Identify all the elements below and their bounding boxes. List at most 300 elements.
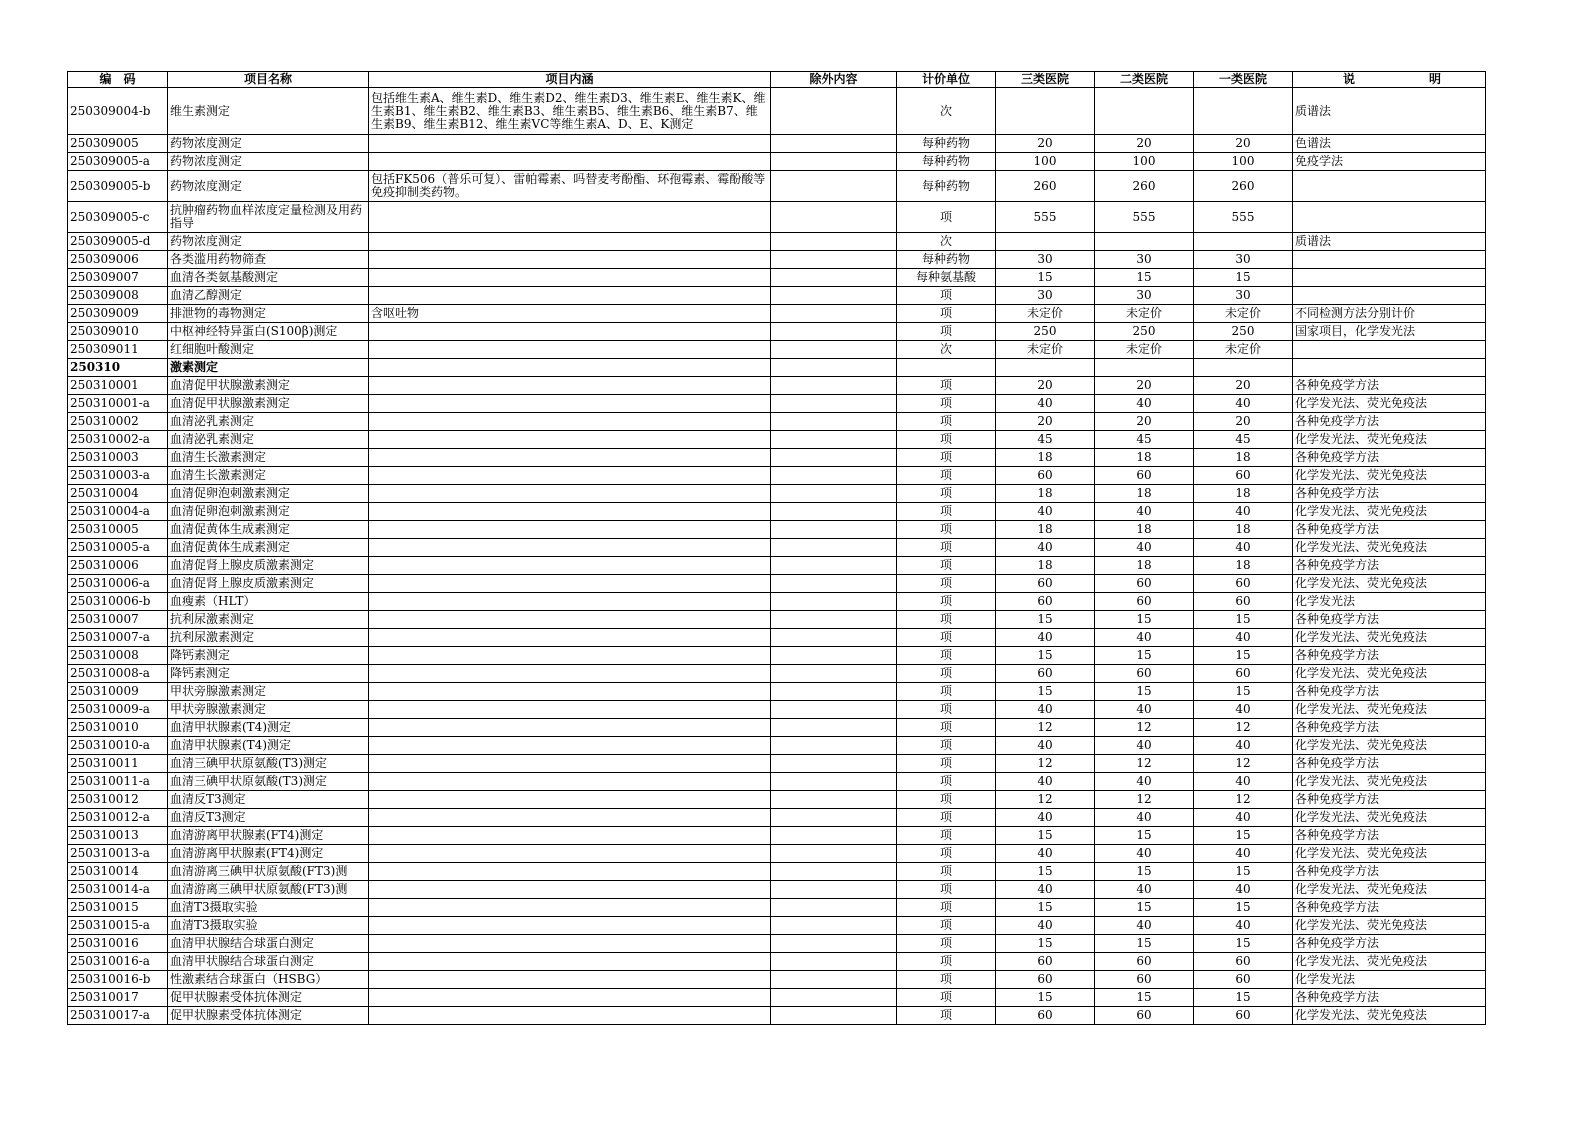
table-body xyxy=(68,88,1486,1025)
cell-price-class2: 40 xyxy=(1095,773,1194,791)
cell-price-class1: 15 xyxy=(1194,863,1293,881)
cell-excluded xyxy=(771,755,897,773)
cell-name: 药物浓度测定 xyxy=(168,171,369,202)
cell-price-class3: 60 xyxy=(996,971,1095,989)
cell-unit: 项 xyxy=(897,485,996,503)
cell-price-class2: 60 xyxy=(1095,971,1194,989)
cell-price-class2: 20 xyxy=(1095,413,1194,431)
cell-price-class2: 40 xyxy=(1095,881,1194,899)
table-row xyxy=(68,287,1486,305)
cell-note: 国家项目，化学发光法 xyxy=(1293,323,1486,341)
cell-note: 各种免疫学方法 xyxy=(1293,719,1486,737)
cell-code: 250309005 xyxy=(68,135,168,153)
cell-code: 250309008 xyxy=(68,287,168,305)
cell-price-class3: 30 xyxy=(996,251,1095,269)
header-note xyxy=(1293,72,1486,88)
cell-price-class3: 15 xyxy=(996,683,1095,701)
cell-price-class1: 40 xyxy=(1194,917,1293,935)
cell-price-class2: 15 xyxy=(1095,827,1194,845)
cell-price-class2: 18 xyxy=(1095,449,1194,467)
cell-price-class3: 40 xyxy=(996,701,1095,719)
cell-code: 250310014 xyxy=(68,863,168,881)
cell-price-class1: 60 xyxy=(1194,467,1293,485)
cell-name: 血清泌乳素测定 xyxy=(168,413,369,431)
cell-content: 包括维生素A、维生素D、维生素D2、维生素D3、维生素E、维生素K、维生素B1、维生素B2、维生素B3、维生素B5、维生素B6、维生素B7、维生素B9、维生素B12、维生素VC等维生素A、D、E、K测定 xyxy=(369,88,771,135)
cell-price-class1: 未定价 xyxy=(1194,341,1293,359)
cell-note: 化学发光法、荧光免疫法 xyxy=(1293,737,1486,755)
cell-price-class3: 40 xyxy=(996,629,1095,647)
cell-price-class2: 15 xyxy=(1095,935,1194,953)
cell-unit: 每种药物 xyxy=(897,135,996,153)
cell-code: 250309007 xyxy=(68,269,168,287)
cell-unit: 项 xyxy=(897,629,996,647)
cell-name: 血清游离三碘甲状原氨酸(FT3)测 xyxy=(168,863,369,881)
cell-code: 250310003-a xyxy=(68,467,168,485)
cell-name: 各类滥用药物筛查 xyxy=(168,251,369,269)
cell-note: 各种免疫学方法 xyxy=(1293,521,1486,539)
cell-note: 各种免疫学方法 xyxy=(1293,863,1486,881)
cell-excluded xyxy=(771,413,897,431)
cell-code: 250310005-a xyxy=(68,539,168,557)
cell-excluded xyxy=(771,683,897,701)
cell-price-class2: 250 xyxy=(1095,323,1194,341)
cell-note: 化学发光法、荧光免疫法 xyxy=(1293,665,1486,683)
cell-code: 250309005-a xyxy=(68,153,168,171)
cell-name: 血清促黄体生成素测定 xyxy=(168,521,369,539)
cell-price-class1: 20 xyxy=(1194,135,1293,153)
cell-price-class3: 18 xyxy=(996,449,1095,467)
header-excluded: 除外内容 xyxy=(771,72,897,88)
cell-note: 免疫学法 xyxy=(1293,153,1486,171)
cell-code: 250310011-a xyxy=(68,773,168,791)
cell-price-class3: 15 xyxy=(996,989,1095,1007)
cell-excluded xyxy=(771,287,897,305)
cell-price-class1: 15 xyxy=(1194,683,1293,701)
cell-code: 250309006 xyxy=(68,251,168,269)
cell-excluded xyxy=(771,377,897,395)
cell-name: 抗利尿激素测定 xyxy=(168,611,369,629)
cell-price-class2: 15 xyxy=(1095,611,1194,629)
cell-note: 各种免疫学方法 xyxy=(1293,611,1486,629)
table-row xyxy=(68,305,1486,323)
table-row xyxy=(68,665,1486,683)
cell-code: 250310008-a xyxy=(68,665,168,683)
cell-unit xyxy=(897,359,996,377)
cell-code: 250310013 xyxy=(68,827,168,845)
cell-code: 250310012-a xyxy=(68,809,168,827)
cell-price-class3: 40 xyxy=(996,809,1095,827)
cell-content xyxy=(369,791,771,809)
cell-note: 各种免疫学方法 xyxy=(1293,557,1486,575)
cell-unit: 项 xyxy=(897,202,996,233)
cell-price-class1: 20 xyxy=(1194,377,1293,395)
cell-price-class1: 60 xyxy=(1194,593,1293,611)
cell-unit: 项 xyxy=(897,899,996,917)
table-row xyxy=(68,341,1486,359)
cell-price-class3: 15 xyxy=(996,611,1095,629)
cell-note: 色谱法 xyxy=(1293,135,1486,153)
cell-price-class3: 15 xyxy=(996,827,1095,845)
cell-name: 血清促甲状腺激素测定 xyxy=(168,395,369,413)
header-row xyxy=(68,72,1486,88)
table-row xyxy=(68,202,1486,233)
cell-price-class3: 40 xyxy=(996,845,1095,863)
cell-price-class1: 40 xyxy=(1194,701,1293,719)
header-class3: 三类医院 xyxy=(996,72,1095,88)
cell-note: 化学发光法、荧光免疫法 xyxy=(1293,539,1486,557)
cell-unit: 项 xyxy=(897,575,996,593)
cell-content xyxy=(369,341,771,359)
table-row xyxy=(68,251,1486,269)
cell-price-class1: 18 xyxy=(1194,521,1293,539)
cell-name: 中枢神经特异蛋白(S100β)测定 xyxy=(168,323,369,341)
cell-code: 250309010 xyxy=(68,323,168,341)
table-row xyxy=(68,233,1486,251)
cell-note: 化学发光法、荧光免疫法 xyxy=(1293,701,1486,719)
cell-excluded xyxy=(771,899,897,917)
cell-price-class3: 15 xyxy=(996,647,1095,665)
cell-price-class2: 30 xyxy=(1095,251,1194,269)
table-row xyxy=(68,683,1486,701)
cell-price-class2: 18 xyxy=(1095,485,1194,503)
cell-unit: 项 xyxy=(897,665,996,683)
table-row xyxy=(68,171,1486,202)
cell-unit: 每种药物 xyxy=(897,251,996,269)
cell-price-class1: 60 xyxy=(1194,1007,1293,1025)
cell-price-class3: 60 xyxy=(996,665,1095,683)
cell-content xyxy=(369,413,771,431)
cell-excluded xyxy=(771,881,897,899)
cell-excluded xyxy=(771,431,897,449)
cell-price-class1: 15 xyxy=(1194,269,1293,287)
table-row xyxy=(68,449,1486,467)
cell-note xyxy=(1293,202,1486,233)
cell-price-class2: 60 xyxy=(1095,593,1194,611)
cell-content xyxy=(369,557,771,575)
cell-unit: 项 xyxy=(897,647,996,665)
table-row xyxy=(68,989,1486,1007)
cell-content xyxy=(369,881,771,899)
table-row xyxy=(68,521,1486,539)
cell-excluded xyxy=(771,737,897,755)
cell-unit: 项 xyxy=(897,521,996,539)
cell-price-class2: 15 xyxy=(1095,683,1194,701)
cell-excluded xyxy=(771,647,897,665)
cell-note: 化学发光法、荧光免疫法 xyxy=(1293,845,1486,863)
table-row xyxy=(68,809,1486,827)
cell-name: 排泄物的毒物测定 xyxy=(168,305,369,323)
cell-price-class2: 40 xyxy=(1095,539,1194,557)
table-row xyxy=(68,135,1486,153)
cell-note: 质谱法 xyxy=(1293,88,1486,135)
cell-name: 血清T3摄取实验 xyxy=(168,899,369,917)
cell-code: 250310002 xyxy=(68,413,168,431)
cell-content xyxy=(369,737,771,755)
cell-unit: 项 xyxy=(897,557,996,575)
cell-content xyxy=(369,665,771,683)
cell-price-class1: 40 xyxy=(1194,539,1293,557)
cell-unit: 项 xyxy=(897,701,996,719)
cell-code: 250310002-a xyxy=(68,431,168,449)
cell-name: 血清甲状腺素(T4)测定 xyxy=(168,737,369,755)
cell-unit: 每种药物 xyxy=(897,153,996,171)
cell-price-class1: 15 xyxy=(1194,827,1293,845)
cell-price-class3: 40 xyxy=(996,539,1095,557)
table-row xyxy=(68,953,1486,971)
cell-price-class3: 60 xyxy=(996,1007,1095,1025)
cell-code: 250310001-a xyxy=(68,395,168,413)
section-row xyxy=(68,359,1486,377)
cell-excluded xyxy=(771,135,897,153)
cell-excluded xyxy=(771,665,897,683)
table-row xyxy=(68,863,1486,881)
cell-note: 不同检测方法分别计价 xyxy=(1293,305,1486,323)
cell-price-class2: 40 xyxy=(1095,845,1194,863)
table-row xyxy=(68,737,1486,755)
cell-price-class1: 15 xyxy=(1194,611,1293,629)
cell-price-class2: 60 xyxy=(1095,575,1194,593)
cell-price-class1: 12 xyxy=(1194,755,1293,773)
header-unit: 计价单位 xyxy=(897,72,996,88)
cell-price-class2: 15 xyxy=(1095,647,1194,665)
cell-price-class2: 60 xyxy=(1095,1007,1194,1025)
cell-price-class1: 40 xyxy=(1194,881,1293,899)
cell-unit: 每种药物 xyxy=(897,171,996,202)
cell-price-class1: 60 xyxy=(1194,953,1293,971)
cell-price-class2: 15 xyxy=(1095,269,1194,287)
header-class1: 一类医院 xyxy=(1194,72,1293,88)
table-row xyxy=(68,773,1486,791)
cell-content xyxy=(369,935,771,953)
cell-code: 250310013-a xyxy=(68,845,168,863)
table-row xyxy=(68,593,1486,611)
cell-content xyxy=(369,629,771,647)
cell-price-class2: 未定价 xyxy=(1095,341,1194,359)
cell-code: 250310005 xyxy=(68,521,168,539)
cell-code: 250310017-a xyxy=(68,1007,168,1025)
cell-price-class2 xyxy=(1095,88,1194,135)
cell-content xyxy=(369,431,771,449)
cell-content xyxy=(369,287,771,305)
cell-price-class2: 18 xyxy=(1095,521,1194,539)
cell-content xyxy=(369,809,771,827)
cell-excluded xyxy=(771,88,897,135)
cell-note: 化学发光法、荧光免疫法 xyxy=(1293,629,1486,647)
cell-excluded xyxy=(771,269,897,287)
cell-name: 血清促甲状腺激素测定 xyxy=(168,377,369,395)
cell-unit: 次 xyxy=(897,233,996,251)
cell-unit: 项 xyxy=(897,791,996,809)
table-row xyxy=(68,575,1486,593)
header-content: 项目内涵 xyxy=(369,72,771,88)
cell-price-class3: 260 xyxy=(996,171,1095,202)
cell-name: 血清促肾上腺皮质激素测定 xyxy=(168,557,369,575)
cell-price-class1: 40 xyxy=(1194,809,1293,827)
cell-content: 包括FK506（普乐可复）、雷帕霉素、吗替麦考酚酯、环孢霉素、霉酚酸等免疫抑制类药物。 xyxy=(369,171,771,202)
table-row xyxy=(68,845,1486,863)
table-row xyxy=(68,431,1486,449)
cell-price-class1: 18 xyxy=(1194,449,1293,467)
cell-note: 化学发光法、荧光免疫法 xyxy=(1293,773,1486,791)
cell-unit: 项 xyxy=(897,935,996,953)
cell-note: 化学发光法、荧光免疫法 xyxy=(1293,917,1486,935)
cell-name: 甲状旁腺激素测定 xyxy=(168,683,369,701)
cell-excluded xyxy=(771,485,897,503)
cell-content xyxy=(369,503,771,521)
cell-content xyxy=(369,449,771,467)
cell-note: 化学发光法、荧光免疫法 xyxy=(1293,431,1486,449)
cell-price-class2: 40 xyxy=(1095,629,1194,647)
cell-excluded xyxy=(771,611,897,629)
table-row xyxy=(68,647,1486,665)
table-row xyxy=(68,395,1486,413)
cell-content xyxy=(369,953,771,971)
cell-excluded xyxy=(771,773,897,791)
cell-unit: 次 xyxy=(897,88,996,135)
cell-price-class3: 15 xyxy=(996,269,1095,287)
cell-content xyxy=(369,899,771,917)
cell-content xyxy=(369,593,771,611)
cell-content xyxy=(369,845,771,863)
cell-price-class1: 40 xyxy=(1194,773,1293,791)
cell-code: 250310010-a xyxy=(68,737,168,755)
cell-price-class3: 40 xyxy=(996,881,1095,899)
cell-name: 血清三碘甲状原氨酸(T3)测定 xyxy=(168,755,369,773)
cell-note: 化学发光法、荧光免疫法 xyxy=(1293,1007,1486,1025)
cell-code: 250309004-b xyxy=(68,88,168,135)
cell-name: 药物浓度测定 xyxy=(168,233,369,251)
cell-price-class3: 15 xyxy=(996,935,1095,953)
table-row xyxy=(68,791,1486,809)
cell-price-class3: 40 xyxy=(996,773,1095,791)
cell-price-class2: 100 xyxy=(1095,153,1194,171)
cell-name: 血清甲状腺结合球蛋白测定 xyxy=(168,953,369,971)
cell-note: 各种免疫学方法 xyxy=(1293,449,1486,467)
cell-code: 250309009 xyxy=(68,305,168,323)
cell-unit: 项 xyxy=(897,881,996,899)
cell-excluded xyxy=(771,935,897,953)
table-row xyxy=(68,88,1486,135)
cell-content xyxy=(369,251,771,269)
cell-note xyxy=(1293,269,1486,287)
cell-content xyxy=(369,539,771,557)
cell-note: 化学发光法、荧光免疫法 xyxy=(1293,503,1486,521)
cell-name: 药物浓度测定 xyxy=(168,135,369,153)
table-row xyxy=(68,971,1486,989)
cell-name: 血清乙醇测定 xyxy=(168,287,369,305)
cell-content xyxy=(369,153,771,171)
cell-price-class1: 40 xyxy=(1194,503,1293,521)
cell-price-class1: 40 xyxy=(1194,629,1293,647)
cell-name: 红细胞叶酸测定 xyxy=(168,341,369,359)
cell-code: 250310004 xyxy=(68,485,168,503)
cell-content xyxy=(369,395,771,413)
cell-price-class3: 18 xyxy=(996,485,1095,503)
table-row xyxy=(68,827,1486,845)
cell-price-class2: 45 xyxy=(1095,431,1194,449)
cell-price-class1: 250 xyxy=(1194,323,1293,341)
cell-code: 250310006 xyxy=(68,557,168,575)
cell-excluded xyxy=(771,467,897,485)
cell-name: 促甲状腺素受体抗体测定 xyxy=(168,1007,369,1025)
cell-price-class2: 20 xyxy=(1095,377,1194,395)
cell-name: 血清三碘甲状原氨酸(T3)测定 xyxy=(168,773,369,791)
cell-name: 血清促卵泡刺激素测定 xyxy=(168,503,369,521)
cell-price-class1 xyxy=(1194,359,1293,377)
cell-content xyxy=(369,135,771,153)
table-row xyxy=(68,467,1486,485)
cell-note: 各种免疫学方法 xyxy=(1293,755,1486,773)
cell-price-class3: 12 xyxy=(996,755,1095,773)
cell-note xyxy=(1293,359,1486,377)
cell-price-class1: 15 xyxy=(1194,989,1293,1007)
cell-content xyxy=(369,755,771,773)
price-table xyxy=(67,71,1486,1025)
cell-price-class1: 30 xyxy=(1194,287,1293,305)
cell-price-class3: 250 xyxy=(996,323,1095,341)
cell-price-class3: 45 xyxy=(996,431,1095,449)
cell-unit: 每种氨基酸 xyxy=(897,269,996,287)
cell-price-class2 xyxy=(1095,233,1194,251)
cell-price-class1: 100 xyxy=(1194,153,1293,171)
cell-unit: 项 xyxy=(897,467,996,485)
table-row xyxy=(68,153,1486,171)
table-row xyxy=(68,539,1486,557)
cell-note: 各种免疫学方法 xyxy=(1293,791,1486,809)
cell-code: 250310010 xyxy=(68,719,168,737)
cell-code: 250309005-b xyxy=(68,171,168,202)
header-class2: 二类医院 xyxy=(1095,72,1194,88)
cell-price-class1: 30 xyxy=(1194,251,1293,269)
cell-code: 250310015 xyxy=(68,899,168,917)
cell-content xyxy=(369,202,771,233)
table-row xyxy=(68,503,1486,521)
cell-name: 血清促肾上腺皮质激素测定 xyxy=(168,575,369,593)
cell-code: 250310011 xyxy=(68,755,168,773)
table-row xyxy=(68,701,1486,719)
cell-excluded xyxy=(771,845,897,863)
cell-price-class3: 15 xyxy=(996,899,1095,917)
cell-price-class2: 40 xyxy=(1095,395,1194,413)
cell-excluded xyxy=(771,323,897,341)
cell-name: 血清促卵泡刺激素测定 xyxy=(168,485,369,503)
cell-content xyxy=(369,719,771,737)
cell-excluded xyxy=(771,719,897,737)
cell-name: 血清各类氨基酸测定 xyxy=(168,269,369,287)
cell-price-class3: 20 xyxy=(996,135,1095,153)
cell-unit: 项 xyxy=(897,971,996,989)
cell-name: 血清甲状腺素(T4)测定 xyxy=(168,719,369,737)
cell-name: 降钙素测定 xyxy=(168,647,369,665)
cell-unit: 项 xyxy=(897,431,996,449)
cell-excluded xyxy=(771,251,897,269)
cell-price-class3: 20 xyxy=(996,413,1095,431)
cell-price-class2: 未定价 xyxy=(1095,305,1194,323)
cell-code: 250310006-a xyxy=(68,575,168,593)
cell-price-class3: 555 xyxy=(996,202,1095,233)
cell-price-class1: 60 xyxy=(1194,665,1293,683)
cell-unit: 项 xyxy=(897,449,996,467)
cell-price-class3: 60 xyxy=(996,953,1095,971)
cell-excluded xyxy=(771,575,897,593)
table-row xyxy=(68,377,1486,395)
cell-price-class1 xyxy=(1194,233,1293,251)
cell-unit: 项 xyxy=(897,1007,996,1025)
cell-unit: 项 xyxy=(897,917,996,935)
table-row xyxy=(68,755,1486,773)
cell-content xyxy=(369,971,771,989)
cell-name: 血清反T3测定 xyxy=(168,809,369,827)
